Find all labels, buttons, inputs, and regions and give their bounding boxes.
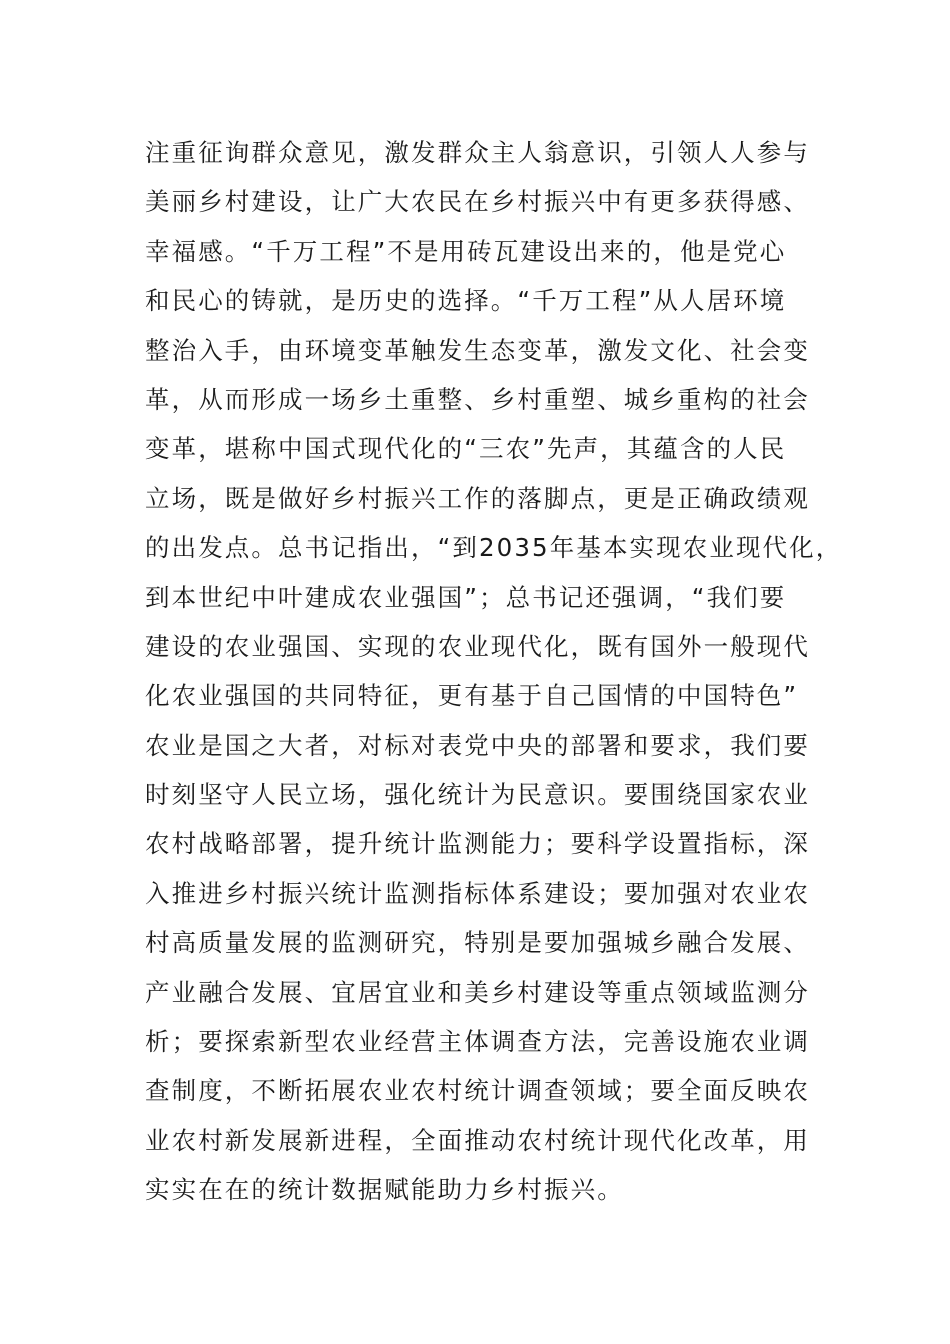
text-line: 产业融合发展、宜居宜业和美乡村建设等重点领域监测分 <box>145 977 810 1007</box>
text-line: 美丽乡村建设，让广大农民在乡村振兴中有更多获得感、 <box>145 187 810 217</box>
text-line: 建设的农业强国、实现的农业现代化，既有国外一般现代 <box>145 631 810 661</box>
text-line: 化农业强国的共同特征，更有基于自己国情的中国特色” <box>145 681 799 711</box>
text-line: 到本世纪中叶建成农业强国”；总书记还强调，“我们要 <box>145 582 787 612</box>
text-line: 析；要探索新型农业经营主体调查方法，完善设施农业调 <box>145 1027 810 1057</box>
text-line: 业农村新发展新进程，全面推动农村统计现代化改革，用 <box>145 1125 810 1155</box>
text-line: 幸福感。“千万工程”不是用砖瓦建设出来的，他是党心 <box>145 236 787 266</box>
text-line: 农业是国之大者，对标对表党中央的部署和要求，我们要 <box>145 730 810 760</box>
text-line: 和民心的铸就，是历史的选择。“千万工程”从人居环境 <box>145 286 787 316</box>
text-line: 入推进乡村振兴统计监测指标体系建设；要加强对农业农 <box>145 878 810 908</box>
text-line: 查制度，不断拓展农业农村统计调查领域；要全面反映农 <box>145 1076 810 1106</box>
text-line: 革，从而形成一场乡土重整、乡村重塑、城乡重构的社会 <box>145 384 810 414</box>
text-line: 时刻坚守人民立场，强化统计为民意识。要围绕国家农业 <box>145 780 810 810</box>
text-line: 立场，既是做好乡村振兴工作的落脚点，更是正确政绩观 <box>145 483 810 513</box>
text-line: 村高质量发展的监测研究，特别是要加强城乡融合发展、 <box>145 928 810 958</box>
text-line: 的出发点。总书记指出，“到2035年基本实现农业现代化， <box>145 533 843 563</box>
text-line: 实实在在的统计数据赋能助力乡村振兴。 <box>145 1175 624 1205</box>
text-line: 农村战略部署，提升统计监测能力；要科学设置指标，深 <box>145 829 810 859</box>
body-paragraph <box>145 128 843 1215</box>
text-line: 注重征询群众意见，激发群众主人翁意识，引领人人参与 <box>145 138 810 167</box>
text-line: 变革，堪称中国式现代化的“三农”先声，其蕴含的人民 <box>145 434 787 464</box>
text-line: 整治入手，由环境变革触发生态变革，激发文化、社会变 <box>145 335 810 365</box>
